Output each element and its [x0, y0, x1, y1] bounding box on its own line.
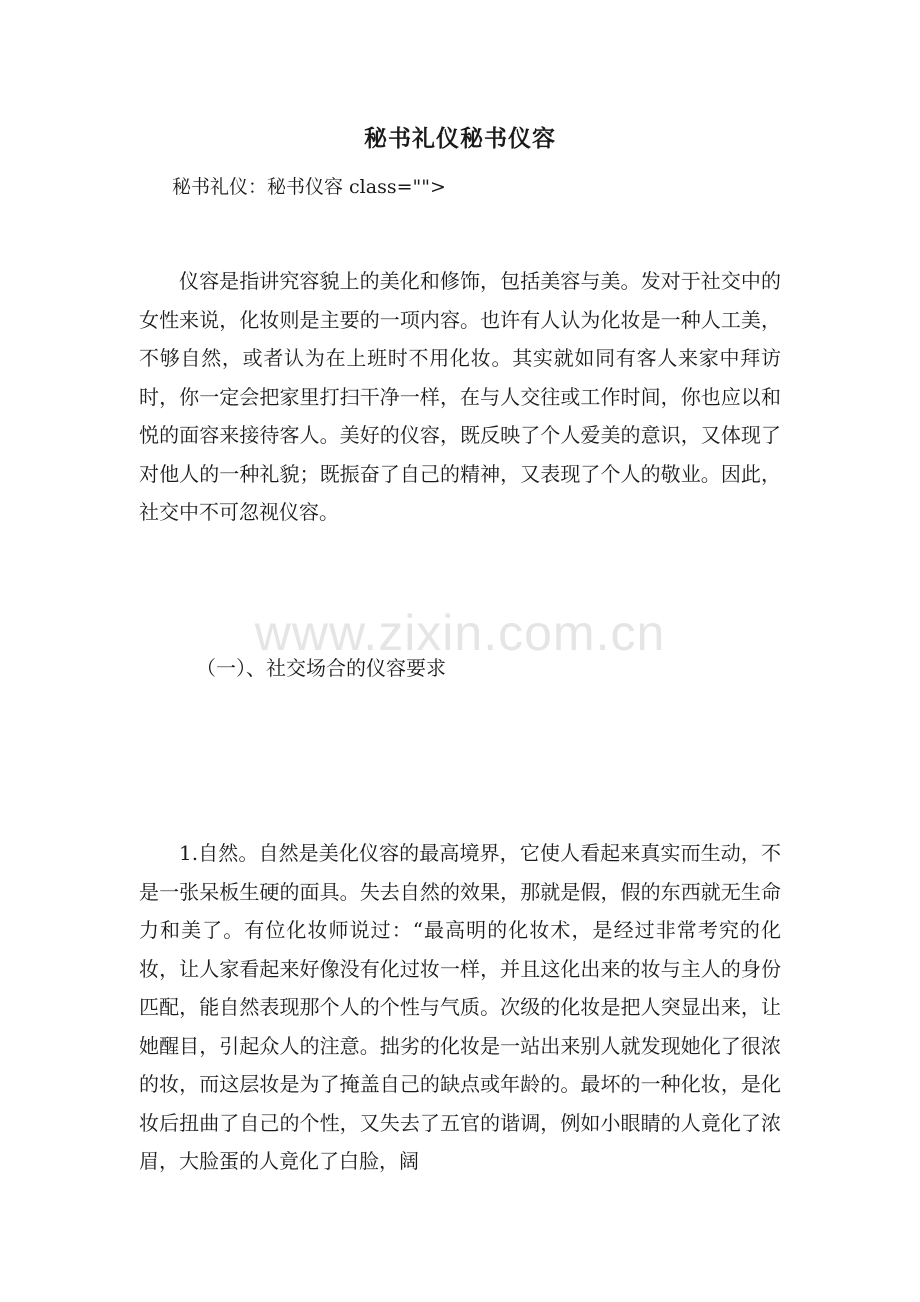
paragraph-natural: 1.自然。自然是美化仪容的最高境界，它使人看起来真实而生动，不是一张呆板生硬的面具。失去自然的效果，那就是假，假的东西就无生命力和美了。有位化妆师说过：“最高明的化妆术，是经过非常考究的化妆，让人家看起来好像没有化过妆一样，并且这化出来的妆与主人的身份匹配，能自然表现那个人的个性与气质。次级的化妆是把人突显出来，让她醒目，引起众人的注意。拙劣的化妆是一站出来别人就发现她化了很浓的妆，而这层妆是为了掩盖自己的缺点或年龄的。最坏的一种化妆，是化妆后扭曲了自己的个性，又失去了五官的谐调，例如小眼睛的人竟化了浓眉，大脸蛋的人竟化了白脸，阔: [139, 841, 781, 1173]
document-subtitle: 秘书礼仪：秘书仪容 class="">: [172, 176, 446, 198]
paragraph-intro: 仪容是指讲究容貌上的美化和修饰，包括美容与美。发对于社交中的女性来说，化妆则是主要的一项内容。也许有人认为化妆是一种人工美，不够自然，或者认为在上班时不用化妆。其实就如同有客人来家中拜访时，你一定会把家里打扫干净一样，在与人交往或工作时间，你也应以和悦的面容来接待客人。美好的仪容，既反映了个人爱美的意识，又体现了对他人的一种礼貌；既振奋了自己的精神，又表现了个人的敬业。因此，社交中不可忽视仪容。: [139, 269, 781, 524]
section-heading: （一）、社交场合的仪容要求: [196, 656, 446, 680]
document-title: 秘书礼仪秘书仪容: [364, 125, 556, 152]
watermark-text: www.zixin.com.cn: [254, 605, 666, 661]
